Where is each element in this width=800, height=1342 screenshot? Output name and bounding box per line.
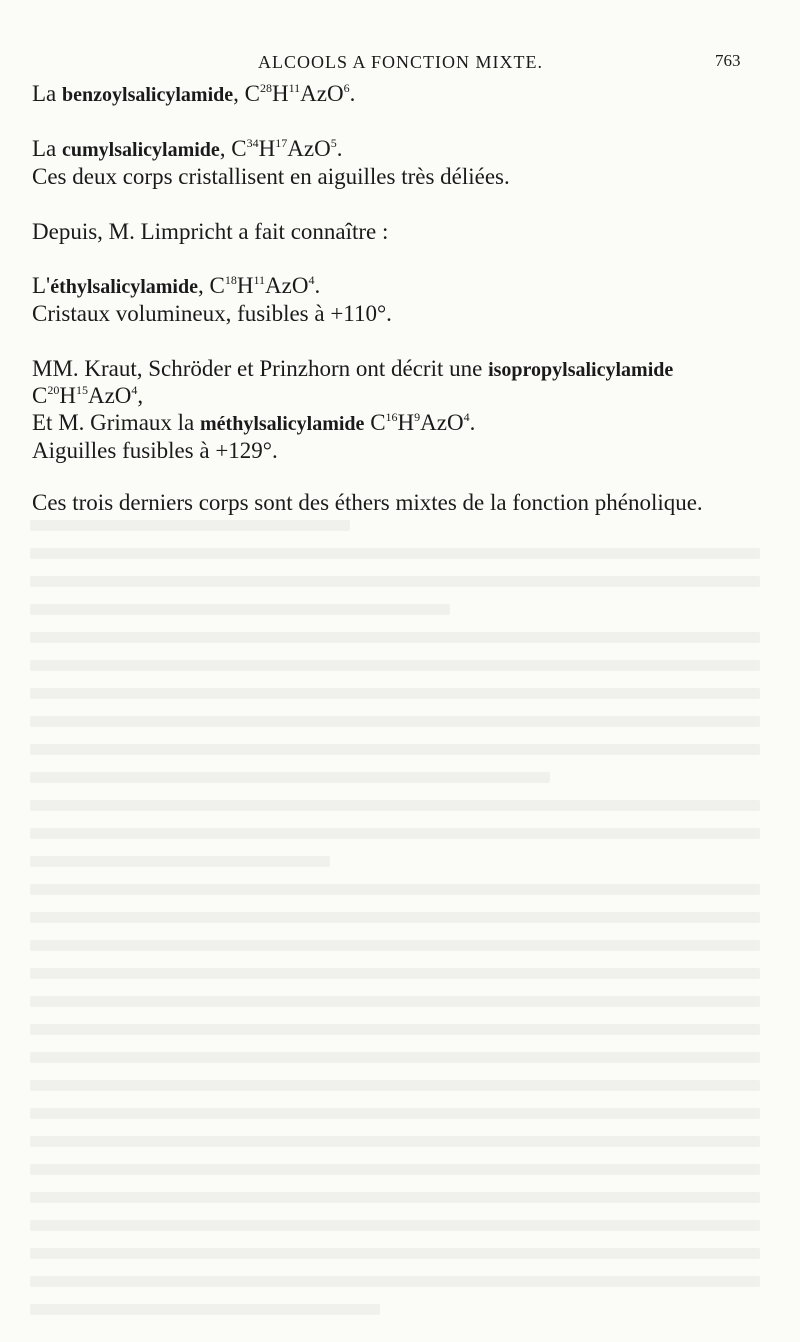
- paragraph-line: Ces trois derniers corps sont des éthers mixtes de la fonction phénolique.: [32, 490, 703, 515]
- compound-line-methylsalicylamide: Et M. Grimaux la méthylsalicylamide $C^{16}H^9AzO^4$.: [32, 410, 476, 435]
- compound-line-benzoylsalicylamide: La benzoylsalicylamide, $C^{28}H^{11}AzO^6$.: [32, 81, 356, 106]
- paragraph-line: Cristaux volumineux, fusibles à +110°.: [32, 301, 392, 326]
- running-title: ALCOOLS A FONCTION MIXTE.: [258, 52, 544, 72]
- paragraph-line: Aiguilles fusibles à +129°.: [32, 438, 278, 463]
- page-number: 763: [715, 51, 741, 70]
- compound-name: isopropylsalicylamide: [488, 359, 674, 381]
- compound-name: méthylsalicylamide: [200, 413, 365, 435]
- paragraph-line: Ces deux corps cristallisent en aiguilles très déliées.: [32, 164, 510, 189]
- compound-line-ethylsalicylamide: L'éthylsalicylamide, $C^{18}H^{11}AzO^4$.: [32, 273, 321, 298]
- compound-name: benzoylsalicylamide: [62, 84, 234, 106]
- bleed-through-texture: [0, 500, 800, 1342]
- compound-line-isopropylsalicylamide: MM. Kraut, Schröder et Prinzhorn ont décrit une isopropylsalicylamide: [32, 356, 674, 381]
- compound-name: éthylsalicylamide: [50, 276, 198, 298]
- formula-line: $C^{20}H^{15}AzO^4$,: [32, 383, 144, 408]
- compound-name: cumylsalicylamide: [62, 139, 220, 161]
- compound-line-cumylsalicylamide: La cumylsalicylamide, $C^{34}H^{17}AzO^5$.: [32, 136, 343, 161]
- paragraph-line: Depuis, M. Limpricht a fait connaître :: [32, 219, 389, 244]
